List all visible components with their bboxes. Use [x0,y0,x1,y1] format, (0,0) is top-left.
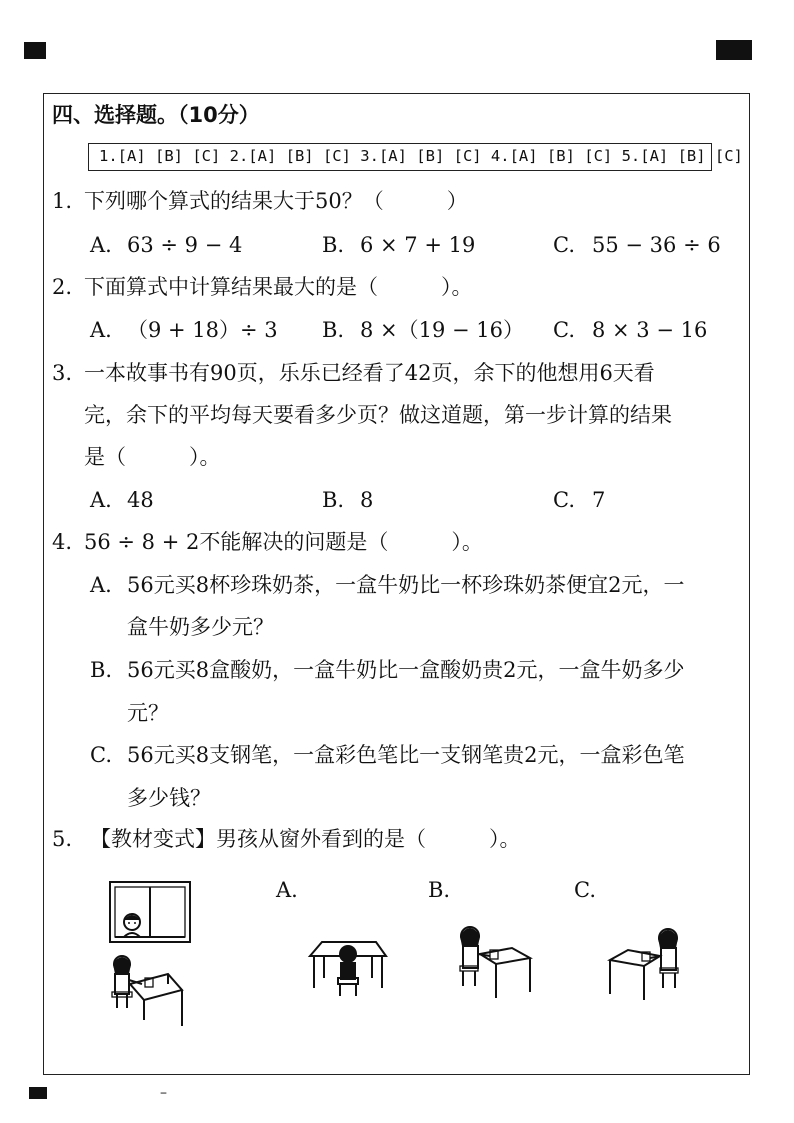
question-1-option-a-label[interactable]: A. [90,233,112,257]
question-1-option-a-text: 63 ÷ 9 − 4 [127,233,243,257]
question-3-stem-line-1: 一本故事书有90页，乐乐已经看了42页，余下的他想用6天看 [84,361,655,385]
desk-back-view-picture [306,938,388,1002]
registration-mark-bottom-left [29,1087,47,1099]
question-4-option-c-label[interactable]: C. [90,743,112,767]
footer-dash: – [160,1085,167,1101]
question-4-option-c-line-2: 多少钱？ [127,786,211,810]
question-3-option-b-label[interactable]: B. [322,488,345,512]
question-3-option-c-label[interactable]: C. [553,488,575,512]
question-3-option-c-text: 7 [592,488,606,512]
question-1-stem: 下列哪个算式的结果大于50？（ ） [84,189,468,213]
question-1-number: 1. [52,189,73,213]
question-4-option-b-label[interactable]: B. [90,658,113,682]
question-4-number: 4. [52,530,73,554]
question-2-option-a-text: （9 + 18）÷ 3 [127,318,278,342]
question-5-option-c-label[interactable]: C. [574,878,596,902]
question-5-option-b-label[interactable]: B. [428,878,451,902]
question-1-option-b-text: 6 × 7 + 19 [360,233,476,257]
registration-mark-top-left [24,42,46,59]
section-title: 四、选择题。（10分） [52,103,260,127]
question-2-option-a-label[interactable]: A. [90,318,112,342]
window-scene-picture [100,880,195,1030]
desk-side-view-left-picture [454,922,536,1002]
question-5-option-a-label[interactable]: A. [276,878,298,902]
question-4-option-c-line-1: 56元买8支钢笔，一盒彩色笔比一支钢笔贵2元，一盒彩色笔 [127,743,685,767]
question-2-option-b-text: 8 ×（19 − 16） [360,318,525,342]
question-5-stem: 【教材变式】男孩从窗外看到的是（ ）。 [90,827,521,851]
question-4-stem: 56 ÷ 8 + 2不能解决的问题是（ ）。 [84,530,483,554]
question-2-option-c-label[interactable]: C. [553,318,575,342]
question-3-option-b-text: 8 [360,488,374,512]
question-2-number: 2. [52,275,73,299]
question-1-option-c-text: 55 − 36 ÷ 6 [592,233,721,257]
question-3-stem-line-3: 是（ ）。 [84,445,221,469]
question-2-option-b-label[interactable]: B. [322,318,345,342]
answer-sheet[interactable]: 1.[A] [B] [C] 2.[A] [B] [C] 3.[A] [B] [C] 4.[A] [B] [C] 5.[A] [B] [C] [88,143,712,171]
registration-mark-top-right [716,40,752,60]
question-5-number: 5. [52,827,73,851]
question-3-stem-line-2: 完，余下的平均每天要看多少页？做这道题，第一步计算的结果 [84,403,672,427]
question-1-option-c-label[interactable]: C. [553,233,575,257]
question-2-option-c-text: 8 × 3 − 16 [592,318,708,342]
desk-side-view-right-picture [604,924,686,1004]
question-3-option-a-label[interactable]: A. [90,488,112,512]
question-2-stem: 下面算式中计算结果最大的是（ ）。 [84,275,473,299]
question-3-option-a-text: 48 [127,488,154,512]
question-4-option-b-line-1: 56元买8盒酸奶，一盒牛奶比一盒酸奶贵2元，一盒牛奶多少 [127,658,685,682]
question-4-option-a-line-1: 56元买8杯珍珠奶茶，一盒牛奶比一杯珍珠奶茶便宜2元，一 [127,573,685,597]
question-4-option-b-line-2: 元？ [127,701,169,725]
question-4-option-a-label[interactable]: A. [90,573,112,597]
question-4-option-a-line-2: 盒牛奶多少元？ [127,615,274,639]
question-1-option-b-label[interactable]: B. [322,233,345,257]
question-3-number: 3. [52,361,73,385]
